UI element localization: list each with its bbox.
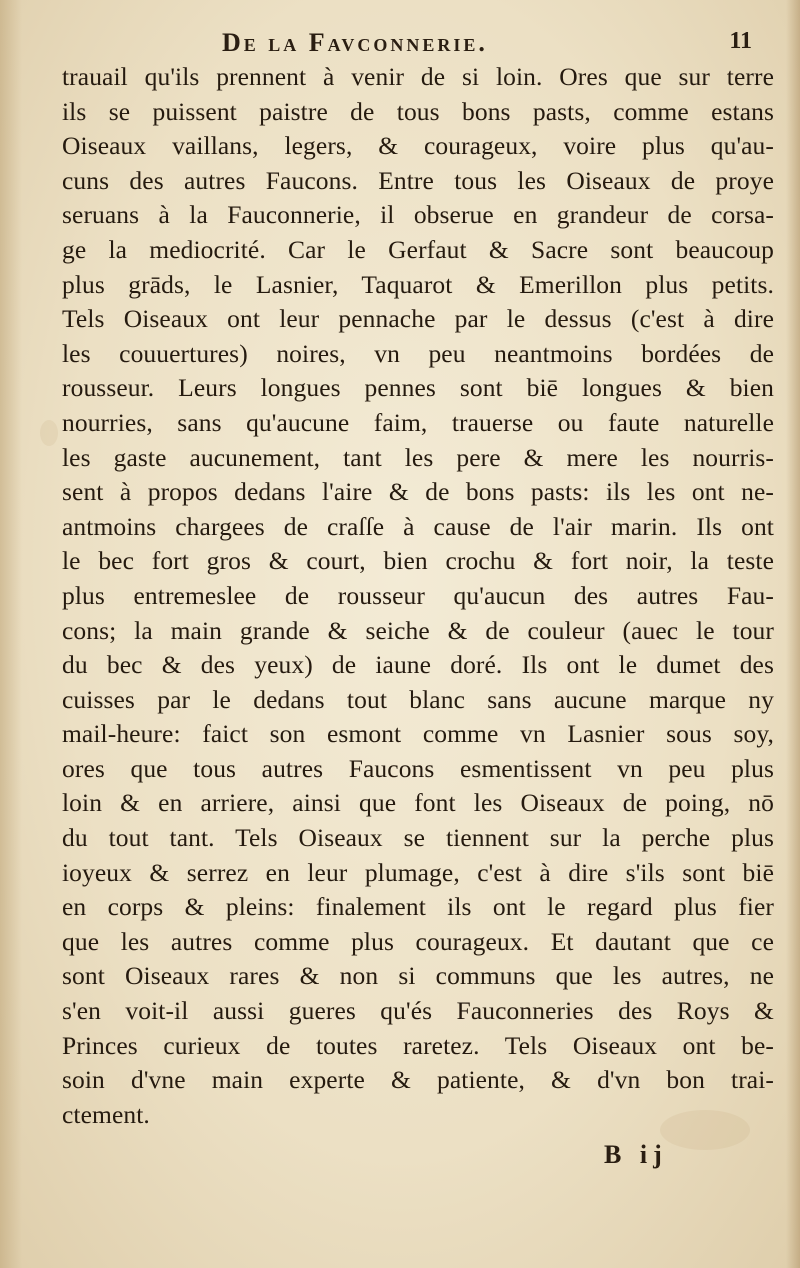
text-line: nourries, sans qu'aucune faim, trauerse ou faute naturelle [62, 407, 774, 437]
text-line: sont Oiseaux rares & non si communs que les autres, ne [62, 961, 774, 991]
text-line: les couuertures) noires, vn peu neantmoins bordées de [62, 338, 774, 368]
text-line: Tels Oiseaux ont leur pennache par le dessus (c'est à dire [62, 304, 774, 334]
text-line: en corps & pleins: finalement ils ont le regard plus fier [62, 892, 774, 922]
text-line: plus entremeslee de rousseur qu'aucun des autres Fau- [62, 580, 774, 610]
text-line: sent à propos dedans l'aire & de bons pasts: ils les ont ne- [62, 477, 774, 507]
paper-stain [40, 420, 58, 446]
text-line: ctement. [62, 1099, 150, 1129]
text-line: du bec & des yeux) de iaune doré. Ils ont le dumet des [62, 650, 774, 680]
text-line: s'en voit-il aussi gueres qu'és Fauconneries des Roys & [62, 996, 774, 1026]
text-line: cons; la main grande & seiche & de couleur (auec le tour [62, 615, 774, 645]
text-line: trauail qu'ils prennent à venir de si loin. Ores que sur terre [62, 62, 774, 91]
text-line: Oiseaux vaillans, legers, & courageux, voire plus qu'au- [62, 131, 774, 161]
body-text [62, 60, 774, 1132]
text-line: ils se puissent paistre de tous bons pasts, comme estans [62, 96, 774, 126]
text-line: ores que tous autres Faucons esmentissent vn peu plus [62, 753, 774, 783]
text-line: le bec fort gros & court, bien crochu & fort noir, la teste [62, 546, 774, 576]
text-line: ioyeux & serrez en leur plumage, c'est à dire s'ils sont biē [62, 857, 774, 887]
text-line: rousseur. Leurs longues pennes sont biē longues & bien [62, 373, 774, 403]
text-line: les gaste aucunement, tant les pere & mere les nourris- [62, 442, 774, 472]
text-line: cuisses par le dedans tout blanc sans aucune marque ny [62, 684, 774, 714]
text-line: loin & en arriere, ainsi que font les Oiseaux de poing, nō [62, 788, 774, 818]
running-title: De la Favconnerie. [222, 28, 488, 57]
text-line: mail-heure: faict son esmont comme vn Lasnier sous soy, [62, 719, 774, 749]
text-line: que les autres comme plus courageux. Et dautant que ce [62, 926, 774, 956]
text-line: antmoins chargees de craſſe à cause de l'air marin. Ils ont [62, 511, 774, 541]
text-line: Princes curieux de toutes raretez. Tels Oiseaux ont be- [62, 1030, 774, 1060]
page-header [62, 22, 752, 62]
page-number: 11 [729, 28, 752, 54]
text-line: ge la mediocrité. Car le Gerfaut & Sacre sont beaucoup [62, 234, 774, 264]
text-line: du tout tant. Tels Oiseaux se tiennent sur la perche plus [62, 823, 774, 853]
signature-mark: B ij [604, 1140, 668, 1169]
text-line: plus grāds, le Lasnier, Taquarot & Emerillon plus petits. [62, 269, 774, 299]
text-line: cuns des autres Faucons. Entre tous les Oiseaux de proye [62, 165, 774, 195]
text-line: seruans à la Fauconnerie, il obserue en grandeur de corsa- [62, 200, 774, 230]
text-line: soin d'vne main experte & patiente, & d'vn bon trai- [62, 1065, 774, 1095]
